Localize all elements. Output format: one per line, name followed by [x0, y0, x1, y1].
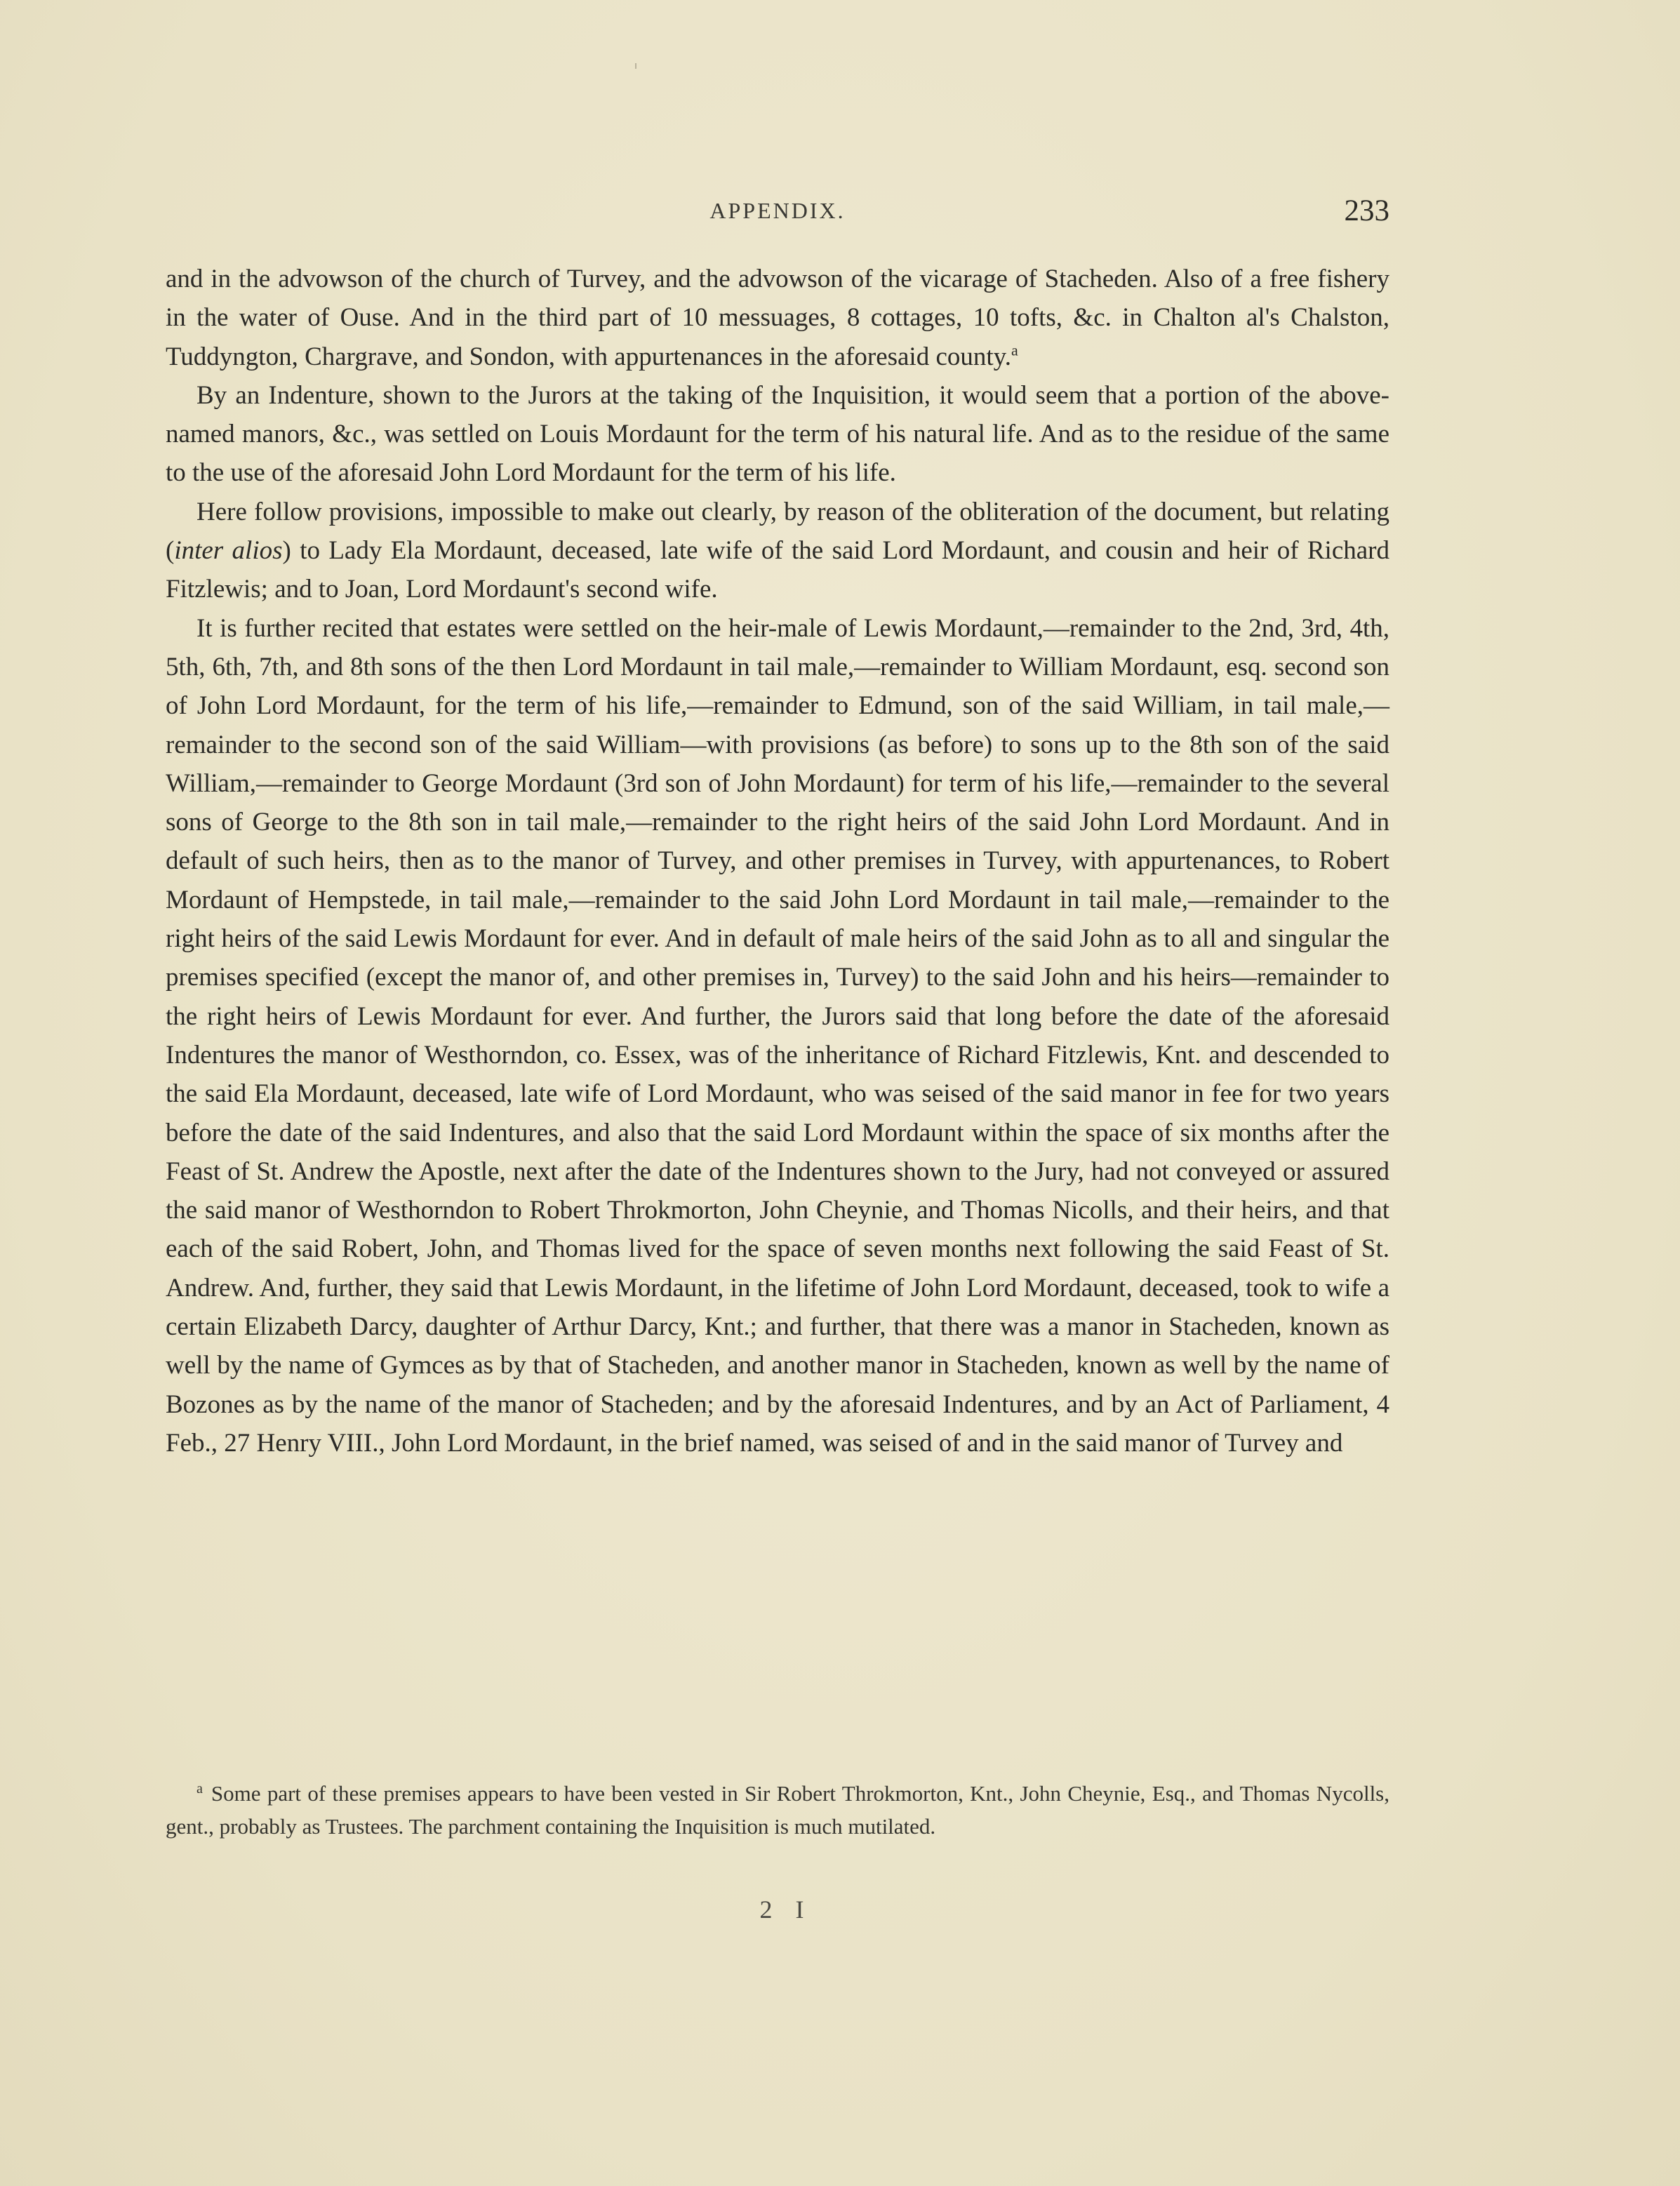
paragraph-text: By an Indenture, shown to the Jurors at the taking of the Inquisition, it would seem that a portion of the above-named manors, &c., was settled on Louis Mordaunt for the term of his natural life. And as to the residue of the same to the use of the aforesaid John Lord Mordaunt for the term of his life.	[166, 380, 1389, 488]
paragraph-text-before: Here follow provisions, impossible to make out clearly, by reason of the obliteration of the document, but relating (	[166, 497, 1389, 566]
page-header	[166, 194, 1389, 236]
running-head: APPENDIX.	[709, 198, 846, 223]
footnote-text: Some part of these premises appears to have been vested in Sir Robert Throkmorton, Knt., John Cheynie, Esq., and Thomas Nycolls, gent., probably as Trustees. The parchment containing the Inquisition is much mutilated.	[166, 1781, 1389, 1839]
italic-phrase: inter alios	[174, 536, 283, 566]
paper-speck	[635, 63, 636, 69]
signature-mark: 2 I	[759, 1895, 813, 1924]
paragraph-text: It is further recited that estates were settled on the heir-male of Lewis Mordaunt,—remainder to the 2nd, 3rd, 4th, 5th, 6th, 7th, and 8th sons of the then Lord Mordaunt in tail male,—remainder to William Mordaunt, esq. second son of John Lord Mordaunt, for the term of his life,—remainder to Edmund, son of the said William, in tail male,—remainder to the second son of the said William—with provisions (as before) to sons up to the 8th son of the said William,—remainder to George Mordaunt (3rd son of John Mordaunt) for term of his life,—remainder to the several sons of George to the 8th son in tail male,—remainder to the right heirs of the said John Lord Mordaunt. And in default of such heirs, then as to the manor of Turvey, and other premises in Turvey, with appurtenances, to Robert Mordaunt of Hempstede, in tail male,—remainder to the said John Lord Mordaunt in tail male,—remainder to the right heirs of the said Lewis Mordaunt for ever. And in default of male heirs of the said John as to all and singular the premises specified (except the manor of, and other premises in, Turvey) to the said John and his heirs—remainder to the right heirs of Lewis Mordaunt for ever. And further, the Jurors said that long before the date of the aforesaid Indentures the manor of Westhorndon, co. Essex, was of the inheritance of Richard Fitzlewis, Knt. and descended to the said Ela Mordaunt, deceased, late wife of Lord Mordaunt, who was seised of the said manor in fee for two years before the date of the said Indentures, and also that the said Lord Mordaunt within the space of six months after the Feast of St. Andrew the Apostle, next after the date of the Indentures shown to the Jury, had not conveyed or assured the said manor of Westhorndon to Robert Throkmorton, John Cheynie, and Thomas Nicolls, and their heirs, and that each of the said Robert, John, and Thomas lived for the space of seven months next following the said Feast of St. Andrew. And, further, they said that Lewis Mordaunt, in the lifetime of John Lord Mordaunt, deceased, took to wife a certain Elizabeth Darcy, daughter of Arthur Darcy, Knt.; and further, that there was a manor in Stacheden, known as well by the name of Gymces as by that of Stacheden, and another manor in Stacheden, known as well by the name of Bozones as by the name of the manor of Stacheden; and by the aforesaid Indentures, and by an Act of Parliament, 4 Feb., 27 Henry VIII., John Lord Mordaunt, in the brief named, was seised of and in the said manor of Turvey and	[166, 613, 1389, 1458]
paragraph-4	[166, 609, 1389, 1463]
paragraph-text-after: ) to Lady Ela Mordaunt, deceased, late wife of the said Lord Mordaunt, and cousin and heir of Richard Fitzlewis; and to Joan, Lord Mordaunt's second wife.	[166, 536, 1389, 604]
page-number: 233	[1344, 194, 1389, 227]
paragraph-3	[166, 493, 1389, 609]
paragraph-2	[166, 376, 1389, 493]
footnote-reference: a	[1011, 341, 1018, 359]
paragraph-1	[166, 260, 1389, 376]
paragraph-text: and in the advowson of the church of Turvey, and the advowson of the vicarage of Stacheden. Also of a free fishery in the water of Ouse. And in the third part of 10 messuages, 8 cottages, 10 tofts, &c. in Chalton al's Chalston, Tuddyngton, Chargrave, and Sondon, with appurtenances in the aforesaid county.	[166, 265, 1389, 371]
footnote-marker: a	[196, 1780, 203, 1797]
main-text	[166, 260, 1389, 1462]
footnote	[166, 1777, 1389, 1843]
